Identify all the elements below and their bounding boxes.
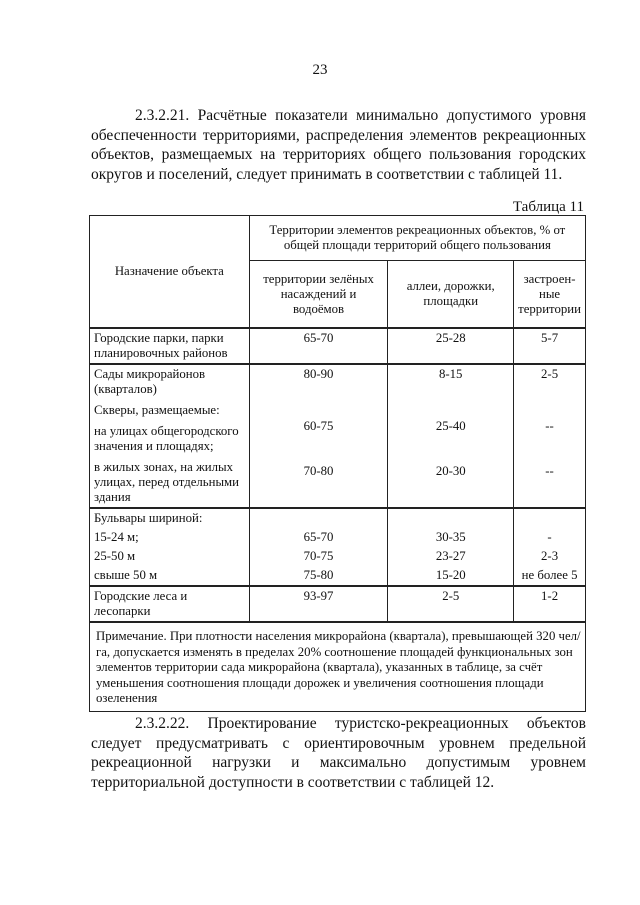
cell-green-group bbox=[249, 364, 388, 508]
header-group: Территории элементов рекреационных объектов, % от общей площади территорий общего пользования bbox=[249, 216, 585, 261]
header-object: Назначение объекта bbox=[90, 216, 250, 329]
blv3-built: не более 5 bbox=[521, 568, 578, 582]
page-number: 23 bbox=[312, 62, 328, 78]
row-name-boulevards bbox=[90, 508, 250, 586]
paragraph-2-3-2-21: 2.3.2.21. Расчётные показатели минимально допустимого уровня обеспеченности территориями, распределения элементов рекреационных объектов, размещаемых на территориях общего пользования городских округов и поселений, следует принимать в соответствии с таблицей 11. bbox=[91, 107, 586, 183]
cell-alleys: 2-5 bbox=[388, 586, 514, 622]
blv2-built: 2-3 bbox=[541, 549, 559, 563]
blv1-alleys: 30-35 bbox=[435, 530, 466, 544]
table-note: Примечание. При плотности населения микрорайона (квартала), превышающей 320 чел/га, допускается изменять в пределах 20% соотношение площадей функциональных зон элементов территории сада микрорайона (квартала), указанных в таблице, за счёт уменьшения соотношения площади дорожек и увеличения соотношения площади озеленения bbox=[90, 622, 586, 711]
cell-built: 1-2 bbox=[514, 586, 586, 622]
blv3-name: свыше 50 м bbox=[94, 568, 158, 582]
table-11 bbox=[89, 215, 586, 712]
table-row bbox=[90, 328, 586, 364]
squares-title: Скверы, размещаемые: bbox=[94, 403, 220, 417]
blv1-built: - bbox=[547, 530, 552, 544]
cell-green: 93-97 bbox=[249, 586, 388, 622]
cell-green: 65-70 bbox=[249, 328, 388, 364]
blv3-green: 75-80 bbox=[303, 568, 334, 582]
gardens-green: 80-90 bbox=[303, 367, 334, 381]
header-row-1 bbox=[90, 216, 586, 261]
table-row bbox=[90, 586, 586, 622]
row-name-group bbox=[90, 364, 250, 508]
blv1-green: 65-70 bbox=[303, 530, 334, 544]
cell-alleys-group bbox=[388, 364, 514, 508]
squares-res-alleys: 20-30 bbox=[435, 464, 466, 478]
header-green: территории зелёных насаждений и водоёмов bbox=[249, 261, 388, 329]
squares-city-alleys: 25-40 bbox=[435, 419, 466, 433]
cell-built-boulevards bbox=[514, 508, 586, 586]
header-alleys: аллеи, дорожки, площадки bbox=[388, 261, 514, 329]
paragraph-2-3-2-22: 2.3.2.22. Проектирование туристско-рекреационных объектов следует предусматривать с ориентировочным уровнем предельной рекреационной нагрузки и максимально допустимым уровнем территориальной доступности в соответствии с таблицей 12. bbox=[91, 715, 586, 791]
gardens-name: Сады микрорайонов (кварталов) bbox=[94, 367, 206, 396]
boulevards-title: Бульвары шириной: bbox=[94, 511, 203, 525]
table-row-boulevards bbox=[90, 508, 586, 586]
cell-built-group bbox=[514, 364, 586, 508]
table-row-gardens-squares bbox=[90, 364, 586, 508]
blv1-name: 15-24 м; bbox=[94, 530, 139, 544]
squares-city-name: на улицах общегородского значения и площадях; bbox=[94, 424, 239, 453]
blv2-green: 70-75 bbox=[303, 549, 334, 563]
squares-res-green: 70-80 bbox=[303, 464, 334, 478]
squares-res-built: -- bbox=[545, 464, 554, 478]
squares-res-name: в жилых зонах, на жилых улицах, перед отдельными здания bbox=[94, 460, 240, 504]
table-note-row bbox=[90, 622, 586, 711]
blv3-alleys: 15-20 bbox=[435, 568, 466, 582]
row-name: Городские леса и лесопарки bbox=[90, 586, 250, 622]
cell-alleys: 25-28 bbox=[388, 328, 514, 364]
gardens-built: 2-5 bbox=[541, 367, 559, 381]
row-name: Городские парки, парки планировочных районов bbox=[90, 328, 250, 364]
squares-city-built: -- bbox=[545, 419, 554, 433]
header-built: застроен-ные территории bbox=[514, 261, 586, 329]
cell-alleys-boulevards bbox=[388, 508, 514, 586]
cell-built: 5-7 bbox=[514, 328, 586, 364]
squares-city-green: 60-75 bbox=[303, 419, 334, 433]
blv2-alleys: 23-27 bbox=[435, 549, 466, 563]
table-caption: Таблица 11 bbox=[512, 199, 584, 215]
gardens-alleys: 8-15 bbox=[439, 367, 463, 381]
cell-green-boulevards bbox=[249, 508, 388, 586]
blv2-name: 25-50 м bbox=[94, 549, 136, 563]
